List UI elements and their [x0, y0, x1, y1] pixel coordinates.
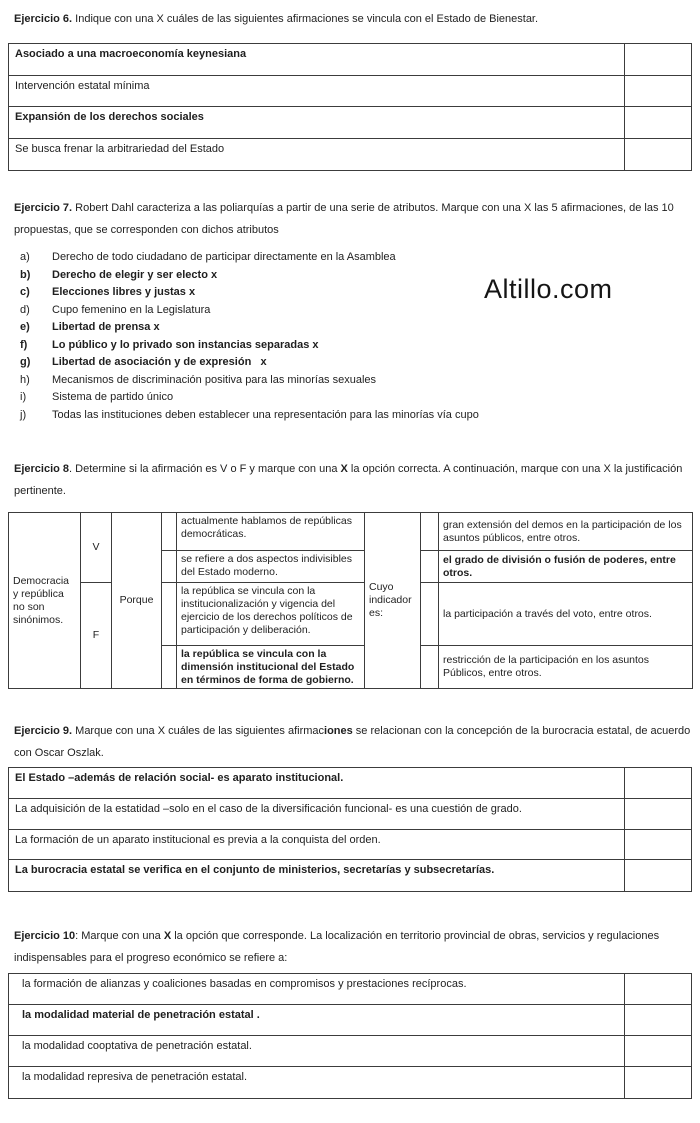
- item-text: Sistema de partido único: [52, 391, 174, 403]
- answer-cell[interactable]: [625, 107, 691, 138]
- answer-cell[interactable]: [421, 513, 439, 551]
- justification-cell: [177, 583, 365, 646]
- item-text: Libertad de prensa x: [52, 321, 160, 333]
- statement-cell: [9, 139, 625, 171]
- list-item: [20, 409, 680, 427]
- indicator-cell: [439, 551, 693, 583]
- table-row: [9, 139, 691, 171]
- statement-cell: [9, 860, 625, 891]
- ej6-heading: Ejercicio 6. Indique con una X cuáles de las siguientes afirmaciones se vincula con el Estado de Bienestar.: [14, 13, 539, 25]
- statement-text: Asociado a una macroeconomía keynesiana: [15, 48, 247, 60]
- justification-text: la república se vincula con la dimensión institucional del Estado en términos de forma de gobierno.: [181, 648, 355, 686]
- statement-text: Se busca frenar la arbitrariedad del Estado: [15, 142, 225, 155]
- item-text: Lo público y lo privado son instancias separadas x: [52, 338, 319, 351]
- answer-cell[interactable]: [625, 76, 691, 107]
- ej8-table: [8, 512, 693, 689]
- statement-cell: [9, 107, 625, 138]
- statement-text: la modalidad represiva de penetración estatal.: [22, 1071, 248, 1083]
- answer-cell[interactable]: [625, 1067, 691, 1098]
- statement-cell: [9, 1005, 625, 1035]
- answer-cell[interactable]: [625, 974, 691, 1004]
- statement-cell: [9, 1036, 625, 1066]
- statement-cell: [9, 768, 625, 798]
- answer-cell[interactable]: [625, 768, 691, 798]
- v-option-cell[interactable]: [81, 513, 112, 583]
- item-letter: d): [20, 303, 30, 316]
- item-letter: g): [20, 356, 31, 368]
- item-text: Mecanismos de discriminación positiva para las minorías sexuales: [52, 373, 377, 386]
- table-row: [9, 44, 691, 76]
- answer-cell[interactable]: [162, 646, 177, 689]
- table-row: [9, 860, 691, 891]
- item-letter: b): [20, 268, 31, 281]
- item-text: Derecho de todo ciudadano de participar directamente en la Asamblea: [52, 251, 396, 263]
- list-item: [20, 356, 680, 374]
- ej8-heading: Ejercicio 8. Determine si la afirmación es V o F y marque con una X la opción correcta. A continuación, marque con una X la justificación pertinente.: [14, 463, 683, 497]
- statement-text: la modalidad cooptativa de penetración estatal.: [22, 1040, 252, 1052]
- statement-cell: [9, 830, 625, 860]
- ej9-table: [8, 767, 692, 892]
- porque-cell: [112, 513, 162, 689]
- v-label: V: [92, 541, 100, 553]
- cuyo-label: Cuyo indicador es:: [369, 581, 412, 619]
- indicator-text: restricción de la participación en los asuntos Públicos, entre otros.: [443, 654, 650, 679]
- answer-cell[interactable]: [625, 139, 691, 171]
- justification-cell: [177, 513, 365, 551]
- justification-text: actualmente hablamos de repúblicas democráticas.: [181, 515, 353, 540]
- item-letter: e): [20, 321, 30, 333]
- answer-cell[interactable]: [625, 1036, 691, 1066]
- justification-text: la república se vincula con la institucionalización y vigencia del ejercicio de los derechos políticos de participación y deliberación.: [181, 585, 353, 636]
- item-letter: j): [20, 408, 27, 421]
- item-letter: h): [20, 373, 30, 386]
- cuyo-indicador-cell: [365, 513, 421, 689]
- justification-cell: [177, 646, 365, 689]
- indicator-cell: [439, 513, 693, 551]
- answer-cell[interactable]: [162, 551, 177, 583]
- item-text: Todas las instituciones deben establecer una representación para las minorías vía cupo: [52, 408, 479, 421]
- answer-cell[interactable]: [625, 799, 691, 829]
- list-item: [20, 251, 680, 269]
- statement-text: La burocracia estatal se verifica en el conjunto de ministerios, secretarías y subsecretarías.: [15, 864, 495, 877]
- table-row: [9, 1005, 691, 1036]
- statement-text: La adquisición de la estatidad –solo en el caso de la diversificación funcional- es una cuestión de grado.: [15, 802, 522, 815]
- altillo-watermark: Altillo.com: [484, 274, 613, 304]
- table-row: [9, 107, 691, 139]
- statement-cell: [9, 513, 81, 689]
- item-letter: f): [20, 338, 28, 351]
- indicator-text: gran extensión del demos en la participación de los asuntos públicos, entre otros.: [443, 518, 682, 544]
- indicator-cell: [439, 646, 693, 689]
- answer-cell[interactable]: [625, 860, 691, 891]
- ej6-table: [8, 43, 692, 171]
- table-row: [9, 768, 691, 799]
- indicator-text: el grado de división o fusión de poderes, entre otros.: [443, 553, 676, 579]
- statement-text: Democracia y república no son sinónimos.: [13, 574, 70, 626]
- justification-cell: [177, 551, 365, 583]
- justification-text: se refiere a dos aspectos indivisibles del Estado moderno.: [181, 553, 353, 578]
- item-letter: c): [20, 286, 30, 298]
- ej10-heading: Ejercicio 10: Marque con una X la opción que corresponde. La localización en territorio provincial de obras, servicios y regulaciones indispensables para el progreso económico se refiere a:: [14, 930, 660, 964]
- table-row: [9, 1067, 691, 1098]
- answer-cell[interactable]: [162, 583, 177, 646]
- statement-text: la formación de alianzas y coaliciones basadas en compromisos y prestaciones recíprocas.: [22, 978, 467, 990]
- f-label: F: [92, 629, 100, 641]
- item-text: Libertad de asociación y de expresión x: [52, 356, 267, 368]
- table-row: [9, 76, 691, 108]
- statement-cell: [9, 974, 625, 1004]
- list-item: [20, 339, 680, 357]
- statement-text: Expansión de los derechos sociales: [15, 111, 204, 123]
- answer-cell[interactable]: [625, 830, 691, 860]
- item-text: Cupo femenino en la Legislatura: [52, 303, 211, 316]
- ej9-heading: Ejercicio 9. Marque con una X cuáles de las siguientes afirmaciones se relacionan con la concepción de la burocracia estatal, de acuerdo con Oscar Oszlak.: [14, 725, 691, 759]
- item-letter: i): [20, 391, 27, 403]
- list-item: [20, 374, 680, 392]
- item-text: Elecciones libres y justas x: [52, 286, 196, 298]
- statement-text: la modalidad material de penetración estatal .: [22, 1009, 260, 1021]
- list-item: [20, 304, 680, 322]
- table-row: [9, 1036, 691, 1067]
- statement-cell: [9, 799, 625, 829]
- statement-cell: [9, 1067, 625, 1098]
- porque-label: Porque: [119, 594, 154, 606]
- answer-cell[interactable]: [421, 551, 439, 583]
- statement-cell: [9, 44, 625, 75]
- table-row: [9, 974, 691, 1005]
- statement-text: La formación de un aparato institucional es previa a la conquista del orden.: [15, 833, 381, 846]
- list-item: [20, 391, 680, 409]
- answer-cell[interactable]: [421, 646, 439, 689]
- statement-text: El Estado –además de relación social- es aparato institucional.: [15, 772, 344, 784]
- answer-cell[interactable]: [162, 513, 177, 551]
- item-text: Derecho de elegir y ser electo x: [52, 268, 218, 281]
- indicator-cell: [439, 583, 693, 646]
- answer-cell[interactable]: [421, 583, 439, 646]
- ej7-heading: Ejercicio 7. Robert Dahl caracteriza a las poliarquías a partir de una serie de atributos. Marque con una X las 5 afirmaciones, de las 10 propuestas, que se corresponden con dichos atributos: [14, 202, 674, 236]
- statement-cell: [9, 76, 625, 107]
- f-option-cell[interactable]: [81, 583, 112, 689]
- item-letter: a): [20, 251, 30, 263]
- statement-text: Intervención estatal mínima: [15, 79, 150, 92]
- indicator-text: la participación a través del voto, entre otros.: [443, 607, 652, 620]
- table-row: [9, 830, 691, 861]
- table-row: [9, 799, 691, 830]
- ej10-table: [8, 973, 692, 1099]
- answer-cell[interactable]: [625, 44, 691, 75]
- answer-cell[interactable]: [625, 1005, 691, 1035]
- list-item: [20, 321, 680, 339]
